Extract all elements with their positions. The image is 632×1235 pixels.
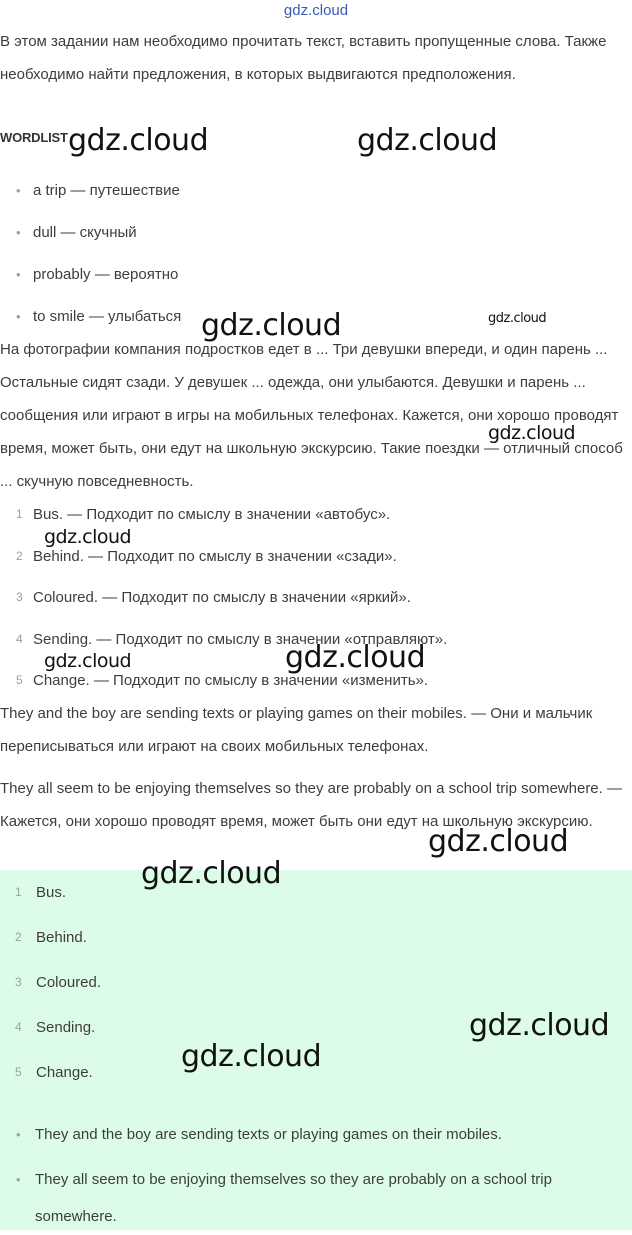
list-item [0, 915, 101, 960]
list-item [0, 1050, 101, 1095]
example-sentence: They all seem to be enjoying themselves so they are probably on a school trip somewhere. — Кажется, они хорошо проводят время, может быть они едут на школьную экскурсию. [0, 780, 622, 830]
watermark: gdz.cloud [488, 422, 576, 444]
list-item: • dull — скучный [16, 212, 181, 254]
item-text: Behind. [36, 929, 87, 946]
item-text: Bus. [36, 884, 67, 901]
item-number: 2 [15, 930, 22, 944]
answer-sentences [16, 1116, 625, 1235]
item-text: Coloured. [36, 974, 102, 991]
item-number: 1 [16, 507, 23, 521]
watermark: gdz.cloud [488, 311, 547, 326]
wordlist-title: WORDLIST [0, 130, 68, 145]
item-text: Change. — Подходит по смыслу в значении «изменить». [33, 672, 429, 689]
list-item [0, 960, 101, 1005]
item-text: Bus. — Подходит по смыслу в значении «автобус». [33, 506, 391, 523]
translation-text: На фотографии компания подростков едет в ... Три девушки впереди, и один парень ... Остальные сидят сзади. У девушек ... одежда, они улыбаются. Девушки и парень ... сообщения или играют в игры на мобильных телефонах. Кажется, они хорошо проводят время, может быть, они едут на школьную экскурсию. Такие поездки — отличный способ ... скучную повседневность. [0, 341, 623, 490]
watermark: gdz.cloud [469, 1008, 610, 1043]
item-number: 4 [16, 631, 23, 646]
list-item: • to smile — улыбаться [16, 296, 181, 338]
list-item: • a trip — путешествие [16, 170, 181, 212]
intro-text: В этом задании нам необходимо прочитать текст, вставить пропущенные слова. Также необходимо найти предложения, в которых выдвигаются предположения. [0, 33, 607, 83]
watermark: gdz.cloud [44, 526, 132, 548]
wordlist [16, 170, 181, 338]
list-item: • probably — вероятно [16, 254, 181, 296]
watermark: gdz.cloud [141, 856, 282, 891]
item-text: Coloured. — Подходит по смыслу в значении «яркий». [33, 589, 411, 606]
answers-list [0, 870, 101, 1095]
item-number: 4 [15, 1020, 22, 1034]
watermark: gdz.cloud [285, 640, 426, 675]
item-number: 1 [15, 885, 22, 899]
watermark: gdz.cloud [357, 123, 498, 158]
item-text: Sending. — Подходит по смыслу в значении «отправляют». [33, 630, 448, 648]
list-item [0, 577, 447, 619]
list-item: • They and the boy are sending texts or playing games on their mobiles. [16, 1116, 625, 1153]
list-item [0, 870, 101, 915]
watermark: gdz.cloud [201, 308, 342, 343]
item-number: 5 [16, 673, 23, 687]
example-sentence: They and the boy are sending texts or playing games on their mobiles. — Они и мальчик переписываться или играют на своих мобильных телефонах. [0, 705, 593, 755]
item-number: 2 [16, 548, 23, 563]
item-text: Behind. — Подходит по смыслу в значении «сзади». [33, 547, 397, 565]
watermark: gdz.cloud [428, 824, 569, 859]
item-number: 5 [15, 1065, 22, 1079]
watermark: gdz.cloud [181, 1039, 322, 1074]
site-logo[interactable]: gdz.cloud [283, 2, 349, 19]
watermark: gdz.cloud [44, 650, 132, 672]
item-number: 3 [15, 975, 22, 989]
list-item: • They all seem to be enjoying themselves so they are probably on a school trip somewhere. [16, 1161, 625, 1235]
item-number: 3 [16, 590, 23, 604]
list-item [0, 1005, 101, 1050]
watermark: gdz.cloud [68, 123, 209, 158]
item-text: Change. [36, 1064, 93, 1081]
item-text: Sending. [36, 1019, 96, 1036]
